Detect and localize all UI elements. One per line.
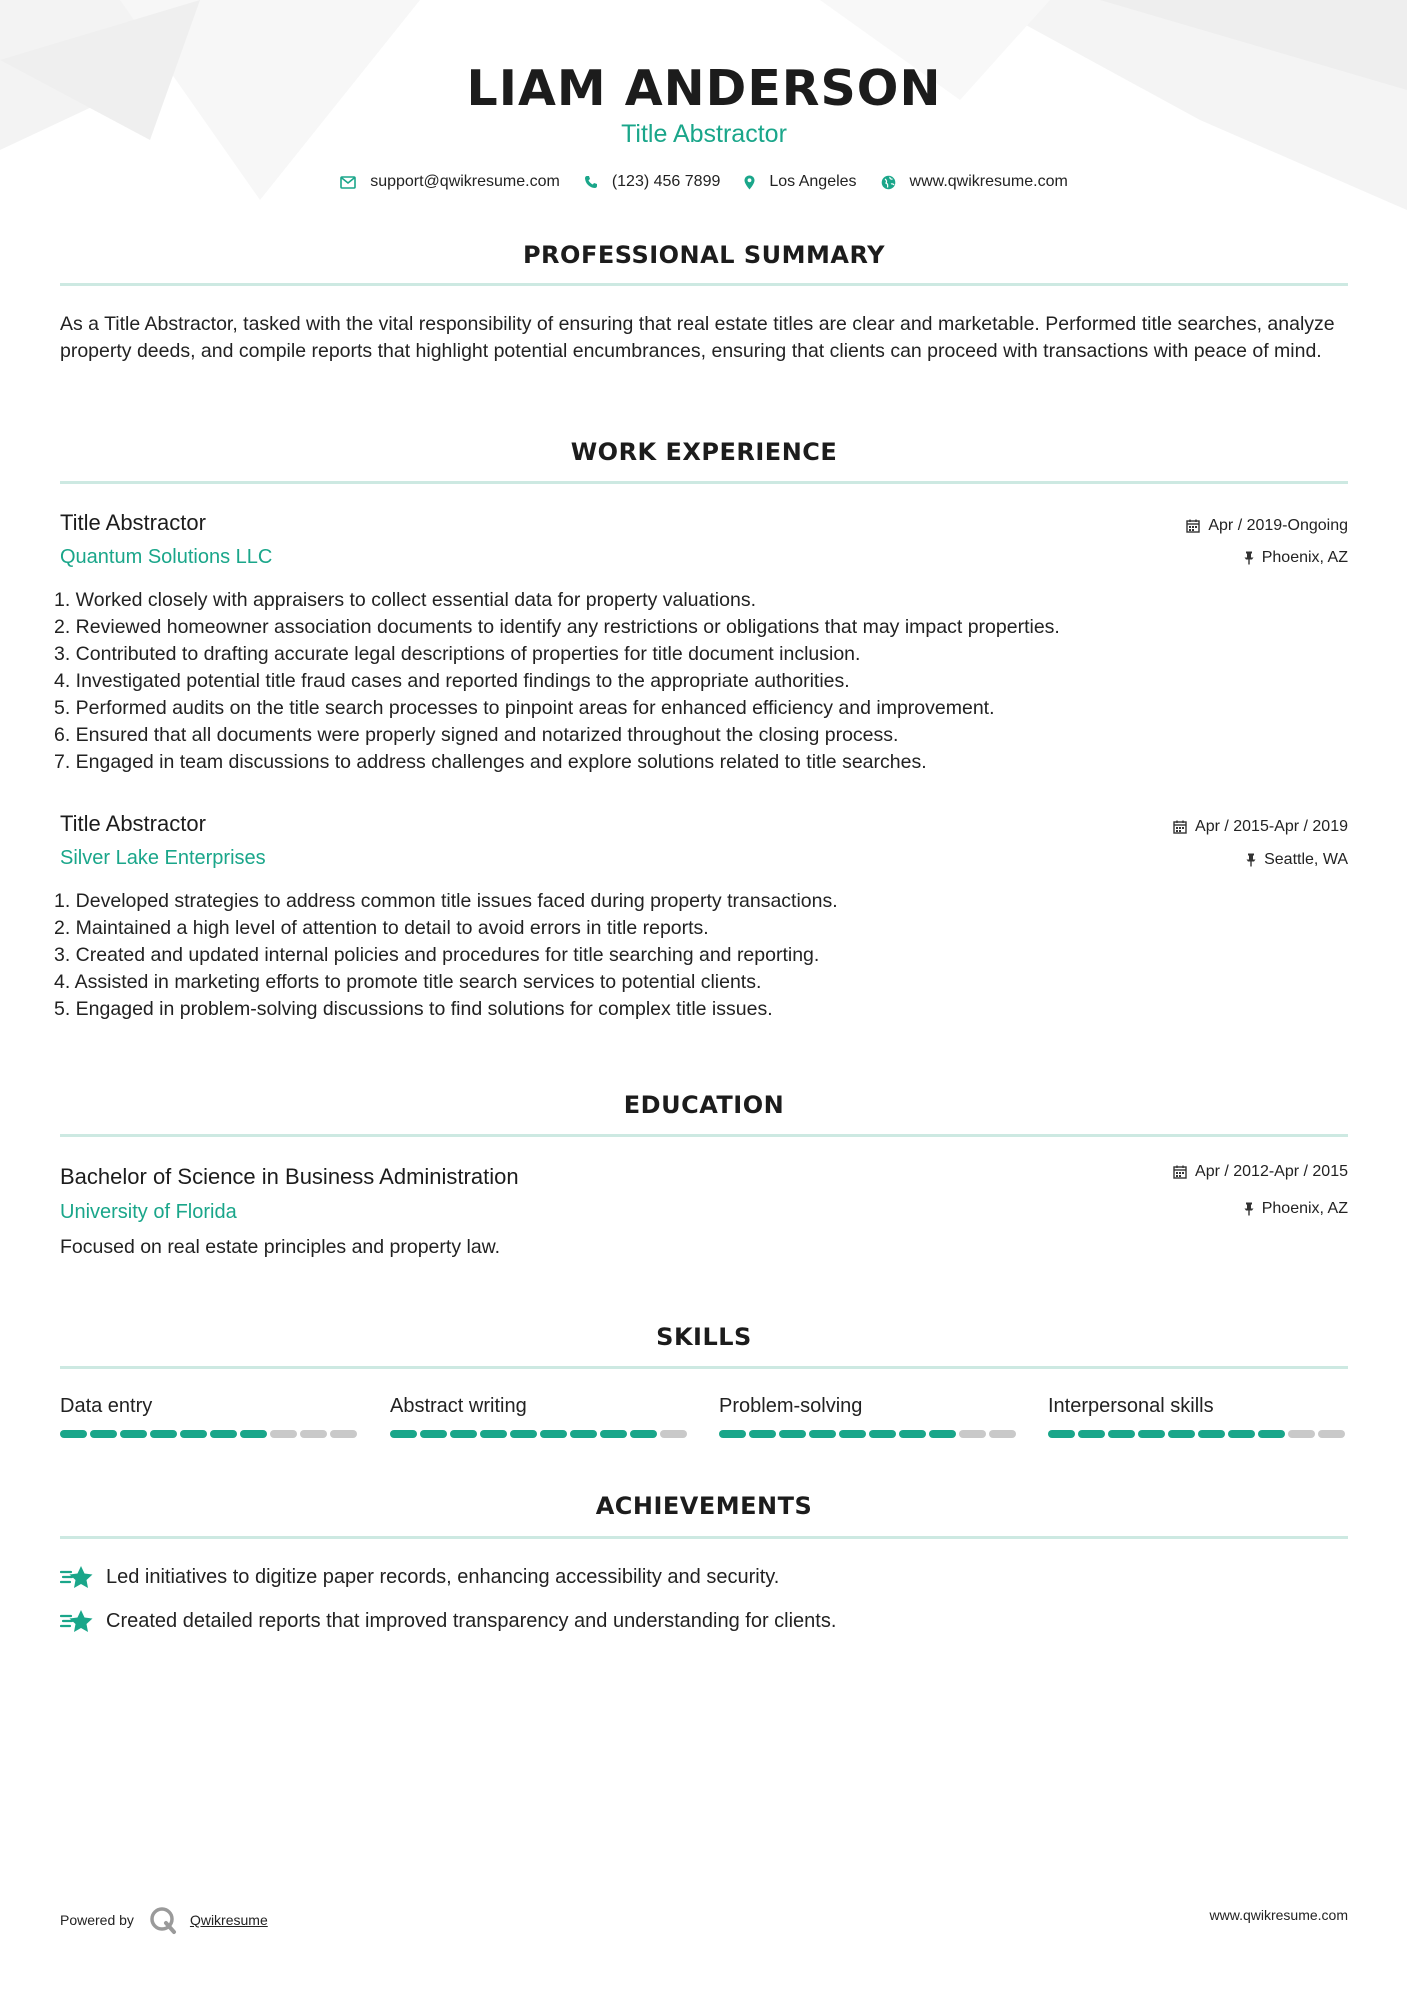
list-item: 3. Contributed to drafting accurate legal descriptions of properties for title document inclusion. — [54, 643, 861, 665]
experience-heading: WORK EXPERIENCE — [570, 438, 838, 466]
job-dates-text: Apr / 2015-Apr / 2019 — [1195, 818, 1348, 835]
skill-name: Interpersonal skills — [1048, 1395, 1214, 1417]
list-item: 2. Maintained a high level of attention to detail to avoid errors in title reports. — [54, 917, 709, 939]
education-location — [1244, 1200, 1348, 1218]
skill-level-bar — [390, 1430, 690, 1438]
shooting-star-icon — [60, 1564, 94, 1590]
qwikresume-link[interactable]: Qwikresume — [189, 1912, 268, 1928]
skill-dot-filled — [1258, 1430, 1285, 1438]
skill-dot-filled — [779, 1430, 806, 1438]
list-item: 4. Investigated potential title fraud cases and reported findings to the appropriate authorities. — [54, 670, 850, 692]
achievements-divider — [60, 1536, 1348, 1539]
skill-name: Problem-solving — [719, 1395, 863, 1417]
education-degree: Bachelor of Science in Business Administration — [60, 1164, 519, 1189]
skill-dot-filled — [1228, 1430, 1255, 1438]
qwikresume-logo-icon — [148, 1905, 178, 1935]
shooting-star-icon — [60, 1608, 94, 1634]
envelope-icon — [340, 176, 356, 189]
job-location-text: Seattle, WA — [1264, 851, 1348, 868]
education-heading: EDUCATION — [623, 1091, 785, 1119]
job-title: Title Abstractor — [60, 811, 206, 836]
summary-text: As a Title Abstractor, tasked with the vital responsibility of ensuring that real estate titles are clear and marketable. Performed title searches, analyze property deeds, and compile reports that highlight potential encumbrances, ensuring that clients can proceed with transactions with peace of mind. — [60, 313, 1335, 362]
experience-divider — [60, 481, 1348, 484]
list-item: 1. Developed strategies to address common title issues faced during property transactions. — [54, 890, 838, 912]
list-item: 5. Engaged in problem-solving discussions to find solutions for complex title issues. — [54, 998, 773, 1020]
calendar-icon — [1173, 820, 1187, 834]
achievement-item — [60, 1564, 779, 1590]
summary-heading: PROFESSIONAL SUMMARY — [522, 241, 886, 269]
skill-dot-filled — [1048, 1430, 1075, 1438]
skill-name: Data entry — [60, 1395, 153, 1417]
skill-item — [719, 1395, 1019, 1438]
skill-dot-filled — [480, 1430, 507, 1438]
phone-icon — [584, 175, 598, 189]
job-dates-text: Apr / 2019-Ongoing — [1208, 517, 1348, 534]
skills-divider — [60, 1366, 1348, 1369]
skill-dot-filled — [150, 1430, 177, 1438]
skill-dot-empty — [989, 1430, 1016, 1438]
skill-item — [390, 1395, 690, 1438]
education-dates-text: Apr / 2012-Apr / 2015 — [1195, 1163, 1348, 1180]
contact-email[interactable] — [340, 173, 560, 191]
education-divider — [60, 1134, 1348, 1137]
job-location — [1244, 549, 1348, 567]
achievement-item — [60, 1608, 836, 1634]
skill-dot-empty — [300, 1430, 327, 1438]
pushpin-icon — [1246, 853, 1256, 867]
skill-name: Abstract writing — [390, 1395, 527, 1417]
skill-dot-filled — [540, 1430, 567, 1438]
summary-divider — [60, 283, 1348, 286]
candidate-role: Title Abstractor — [621, 120, 787, 148]
skill-dot-filled — [120, 1430, 147, 1438]
skill-dot-filled — [210, 1430, 237, 1438]
skill-dot-filled — [1198, 1430, 1225, 1438]
job-location-text: Phoenix, AZ — [1261, 549, 1348, 566]
skill-dot-filled — [450, 1430, 477, 1438]
achievements-heading: ACHIEVEMENTS — [595, 1492, 813, 1520]
job-location — [1246, 851, 1348, 869]
globe-icon — [881, 175, 896, 190]
skill-level-bar — [1048, 1430, 1348, 1438]
calendar-icon — [1186, 519, 1200, 533]
skill-dot-empty — [959, 1430, 986, 1438]
skill-dot-filled — [809, 1430, 836, 1438]
skill-dot-filled — [630, 1430, 657, 1438]
powered-by-label: Powered by — [60, 1912, 134, 1928]
contact-location — [744, 173, 856, 191]
skill-level-bar — [60, 1430, 360, 1438]
skill-dot-empty — [330, 1430, 357, 1438]
skill-dot-filled — [60, 1430, 87, 1438]
list-item: 4. Assisted in marketing efforts to promote title search services to potential clients. — [54, 971, 762, 993]
location-text: Los Angeles — [769, 173, 857, 190]
website-text: www.qwikresume.com — [909, 173, 1068, 190]
phone-text: (123) 456 7899 — [611, 173, 721, 190]
skill-level-bar — [719, 1430, 1019, 1438]
skill-dot-filled — [180, 1430, 207, 1438]
list-item: 3. Created and updated internal policies and procedures for title searching and reporting. — [54, 944, 820, 966]
calendar-icon — [1173, 1165, 1187, 1179]
list-item: 6. Ensured that all documents were properly signed and notarized throughout the closing process. — [54, 724, 899, 746]
skill-dot-filled — [839, 1430, 866, 1438]
achievement-text: Created detailed reports that improved transparency and understanding for clients. — [106, 1609, 837, 1632]
skill-dot-empty — [1318, 1430, 1345, 1438]
skills-heading: SKILLS — [656, 1323, 752, 1351]
skill-dot-empty — [270, 1430, 297, 1438]
skill-dot-filled — [420, 1430, 447, 1438]
skill-item — [1048, 1395, 1348, 1438]
job-company: Silver Lake Enterprises — [60, 847, 266, 869]
skill-dot-filled — [510, 1430, 537, 1438]
footer-website[interactable]: www.qwikresume.com — [1209, 1907, 1348, 1923]
achievement-text: Led initiatives to digitize paper records, enhancing accessibility and security. — [106, 1565, 780, 1588]
skill-dot-filled — [929, 1430, 956, 1438]
contact-website[interactable] — [881, 173, 1068, 191]
job-dates — [1186, 517, 1348, 535]
skill-dot-filled — [600, 1430, 627, 1438]
skill-dot-empty — [660, 1430, 687, 1438]
education-location-text: Phoenix, AZ — [1261, 1200, 1348, 1217]
skill-dot-filled — [90, 1430, 117, 1438]
list-item: 5. Performed audits on the title search processes to pinpoint areas for enhanced efficiency and improvement. — [54, 697, 995, 719]
job-title: Title Abstractor — [60, 510, 206, 535]
skill-dot-filled — [869, 1430, 896, 1438]
skill-dot-filled — [240, 1430, 267, 1438]
pushpin-icon — [1244, 551, 1254, 565]
contact-bar — [60, 173, 1348, 191]
education-dates — [1173, 1163, 1348, 1181]
skill-dot-filled — [1168, 1430, 1195, 1438]
education-description: Focused on real estate principles and property law. — [60, 1236, 501, 1258]
list-item: 2. Reviewed homeowner association documents to identify any restrictions or obligations that may impact properties. — [54, 616, 1060, 638]
job-dates — [1173, 818, 1348, 836]
contact-phone[interactable] — [584, 173, 721, 191]
skill-dot-filled — [1108, 1430, 1135, 1438]
skill-dot-filled — [570, 1430, 597, 1438]
skill-dot-empty — [1288, 1430, 1315, 1438]
job-bullets — [54, 888, 838, 1023]
skill-item — [60, 1395, 360, 1438]
job-bullets — [54, 587, 1060, 776]
skill-dot-filled — [749, 1430, 776, 1438]
education-school: University of Florida — [60, 1201, 237, 1223]
email-text: support@qwikresume.com — [370, 173, 560, 190]
pushpin-icon — [1244, 1202, 1254, 1216]
skill-dot-filled — [899, 1430, 926, 1438]
list-item: 7. Engaged in team discussions to address challenges and explore solutions related to title searches. — [54, 751, 927, 773]
footer-powered-by — [60, 1905, 268, 1935]
skill-dot-filled — [719, 1430, 746, 1438]
skill-dot-filled — [1078, 1430, 1105, 1438]
map-pin-icon — [744, 175, 755, 190]
candidate-name: LIAM ANDERSON — [466, 60, 942, 117]
skill-dot-filled — [390, 1430, 417, 1438]
skill-dot-filled — [1138, 1430, 1165, 1438]
job-company: Quantum Solutions LLC — [60, 546, 273, 568]
list-item: 1. Worked closely with appraisers to collect essential data for property valuations. — [54, 589, 756, 611]
